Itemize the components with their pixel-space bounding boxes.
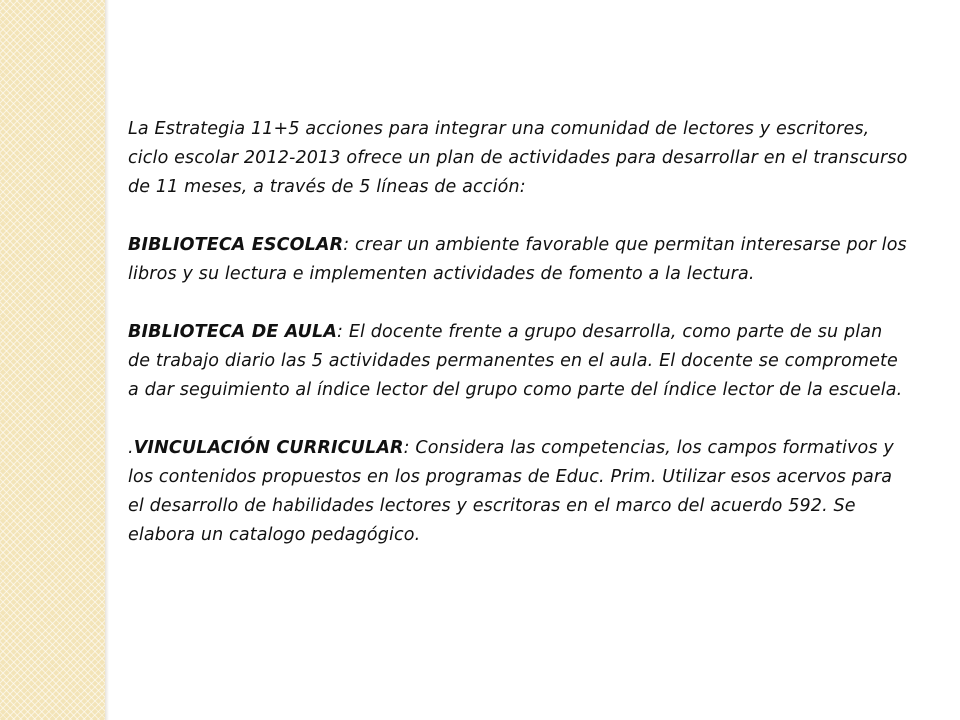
section-text: crear un ambiente favorable que permitan interesarse por los libros y su lectura e implementen actividades de fomento a la lectura. (128, 235, 907, 284)
section-prefix: . (128, 438, 134, 458)
section-text: Considera las competencias, los campos formativos y los contenidos propuestos en los programas de Educ. Prim. Utilizar esos acervos para el desarrollo de habilidades lectores y escritoras en el marco del acuerdo 592. Se elabora un catalogo pedagógico. (128, 438, 894, 545)
section-separator: : (337, 322, 349, 342)
section-text: El docente frente a grupo desarrolla, como parte de su plan de trabajo diario las 5 actividades permanentes en el aula. El docente se compromete a dar seguimiento al índice lector del grupo como parte del índice lector de la escuela. (128, 322, 903, 400)
section-heading: BIBLIOTECA DE AULA (128, 322, 338, 342)
side-band-edge (105, 0, 109, 720)
section-heading: VINCULACIÓN CURRICULAR (133, 438, 404, 458)
intro-paragraph: La Estrategia 11+5 acciones para integrar una comunidad de lectores y escritores, ciclo escolar 2012-2013 ofrece un plan de actividades para desarrollar en el transcurso de 11 meses, a través de 5 líneas de acción: (128, 119, 908, 197)
section-biblioteca-escolar (128, 231, 908, 289)
section-biblioteca-de-aula (128, 318, 908, 405)
decorative-side-band (0, 0, 105, 720)
section-separator: : (343, 235, 356, 255)
section-heading: BIBLIOTECA ESCOLAR (128, 235, 344, 255)
section-separator: : (403, 438, 416, 458)
section-vinculacion-curricular (128, 434, 908, 550)
slide-body (128, 115, 908, 579)
